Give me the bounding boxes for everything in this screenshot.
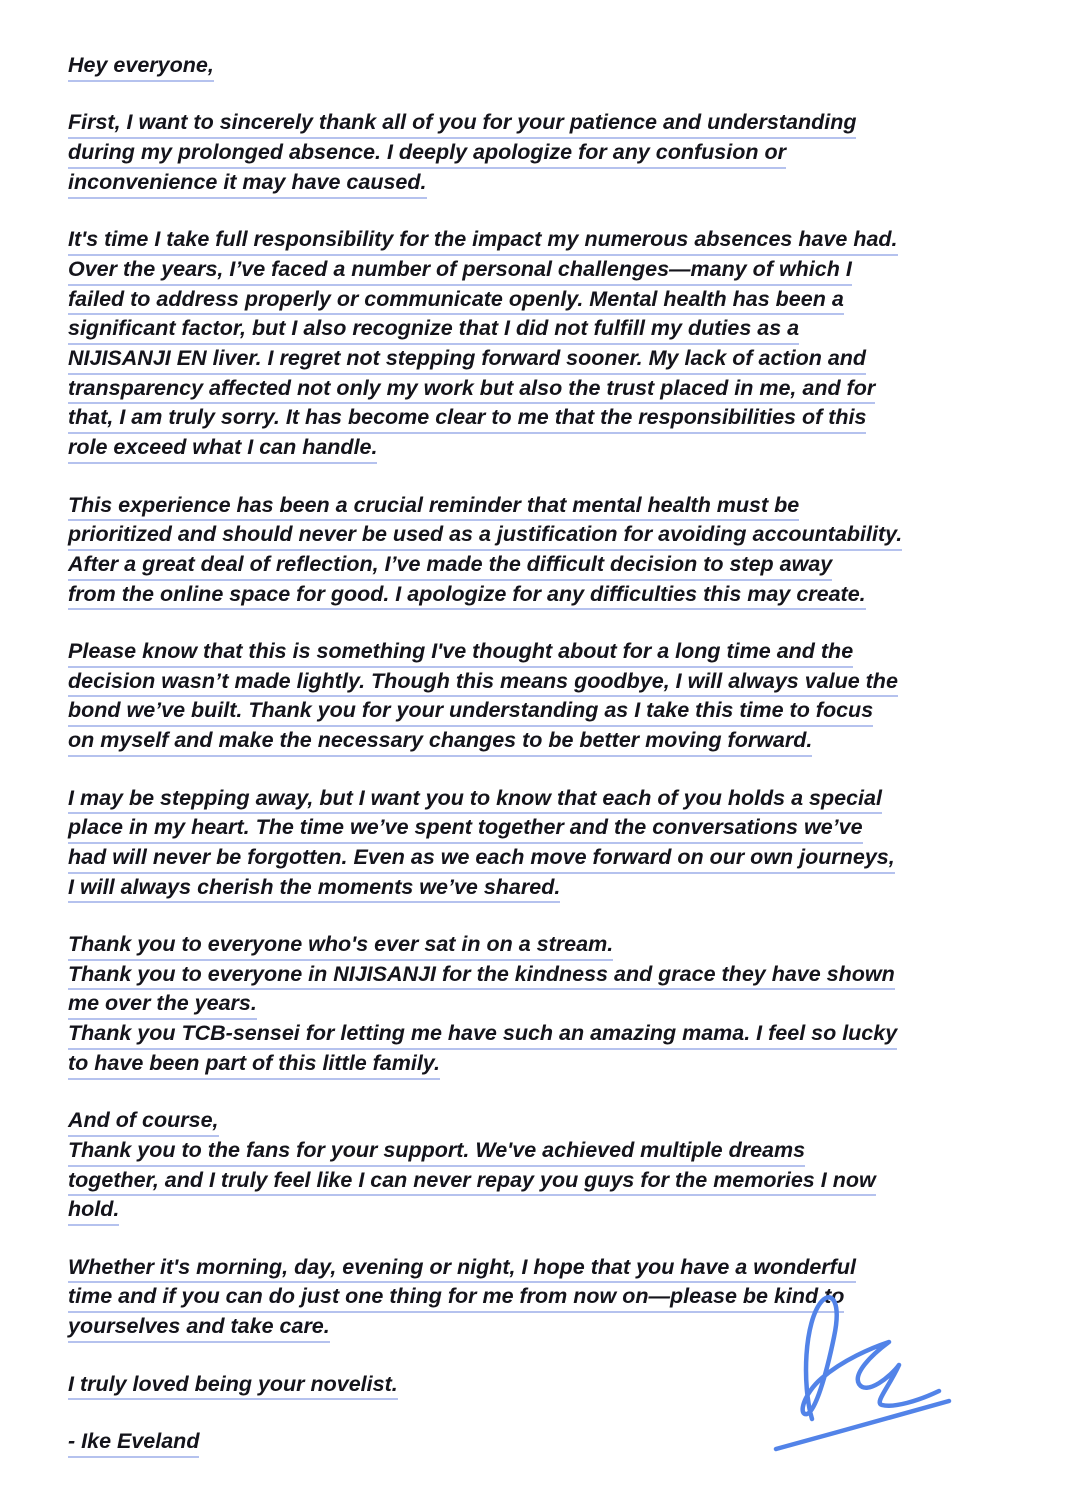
letter-line-text: And of course, <box>68 1107 219 1137</box>
letter-line-text: I truly loved being your novelist. <box>68 1371 398 1401</box>
paragraph <box>68 1107 1040 1226</box>
letter-line-text: role exceed what I can handle. <box>68 434 377 464</box>
letter-line-text: Thank you TCB-sensei for letting me have such an amazing mama. I feel so lucky <box>68 1020 897 1050</box>
letter-line-text: together, and I truly feel like I can never repay you guys for the memories I now <box>68 1167 876 1197</box>
letter-line <box>68 1107 1040 1137</box>
letter-line <box>68 581 1040 611</box>
letter-line <box>68 990 1040 1020</box>
letter-line <box>68 375 1040 405</box>
letter-line-text: yourselves and take care. <box>68 1313 330 1343</box>
letter-line <box>68 226 1040 256</box>
letter-line-text: NIJISANJI EN liver. I regret not stepping forward sooner. My lack of action and <box>68 345 866 375</box>
letter-line <box>68 139 1040 169</box>
letter-line-text: Over the years, I’ve faced a number of personal challenges—many of which I <box>68 256 852 286</box>
letter-line <box>68 844 1040 874</box>
letter-line <box>68 814 1040 844</box>
letter-line-text: from the online space for good. I apologize for any difficulties this may create. <box>68 581 866 611</box>
letter-line <box>68 874 1040 904</box>
letter-line <box>68 52 1040 82</box>
letter-line <box>68 668 1040 698</box>
letter-line-text: place in my heart. The time we’ve spent together and the conversations we’ve <box>68 814 863 844</box>
letter-line <box>68 638 1040 668</box>
letter-line-text: Thank you to everyone who's ever sat in on a stream. <box>68 931 613 961</box>
letter-body <box>68 52 1040 1458</box>
letter-line-text: First, I want to sincerely thank all of you for your patience and understanding <box>68 109 856 139</box>
letter-line <box>68 109 1040 139</box>
letter-line-text: I may be stepping away, but I want you to know that each of you holds a special <box>68 785 882 815</box>
letter-line <box>68 1137 1040 1167</box>
letter-line-text: hold. <box>68 1196 119 1226</box>
letter-line-text: during my prolonged absence. I deeply apologize for any confusion or <box>68 139 786 169</box>
letter-line <box>68 492 1040 522</box>
letter-line-text: to have been part of this little family. <box>68 1050 440 1080</box>
letter-line <box>68 434 1040 464</box>
letter-line <box>68 961 1040 991</box>
letter-line <box>68 345 1040 375</box>
letter-line <box>68 697 1040 727</box>
letter-line <box>68 1050 1040 1080</box>
letter-line <box>68 785 1040 815</box>
letter-line-text: had will never be forgotten. Even as we each move forward on our own journeys, <box>68 844 895 874</box>
letter-line-text: Whether it's morning, day, evening or night, I hope that you have a wonderful <box>68 1254 856 1284</box>
letter-line <box>68 1196 1040 1226</box>
letter-line-text: - Ike Eveland <box>68 1428 199 1458</box>
letter-line <box>68 169 1040 199</box>
paragraph <box>68 52 1040 82</box>
letter-line-text: decision wasn’t made lightly. Though this means goodbye, I will always value the <box>68 668 898 698</box>
letter-line <box>68 404 1040 434</box>
paragraph <box>68 226 1040 464</box>
letter-line-text: inconvenience it may have caused. <box>68 169 427 199</box>
letter-line <box>68 256 1040 286</box>
letter-line-text: Please know that this is something I've thought about for a long time and the <box>68 638 853 668</box>
signature-main-stroke <box>803 1297 939 1419</box>
letter-line-text: failed to address properly or communicate openly. Mental health has been a <box>68 286 844 316</box>
letter-line-text: Thank you to everyone in NIJISANJI for the kindness and grace they have shown <box>68 961 895 991</box>
letter-line-text: Hey everyone, <box>68 52 214 82</box>
letter-line-text: bond we’ve built. Thank you for your understanding as I take this time to focus <box>68 697 873 727</box>
paragraph <box>68 492 1040 611</box>
paragraph <box>68 638 1040 757</box>
signature-drawing <box>742 1268 992 1468</box>
letter-line <box>68 1167 1040 1197</box>
letter-line-text: After a great deal of reflection, I’ve made the difficult decision to step away <box>68 551 832 581</box>
letter-line-text: transparency affected not only my work but also the trust placed in me, and for <box>68 375 875 405</box>
letter-line <box>68 315 1040 345</box>
letter-line-text: that, I am truly sorry. It has become clear to me that the responsibilities of this <box>68 404 866 434</box>
paragraph <box>68 109 1040 198</box>
letter-line-text: me over the years. <box>68 990 257 1020</box>
paragraph <box>68 931 1040 1080</box>
letter-line <box>68 931 1040 961</box>
letter-line-text: prioritized and should never be used as a justification for avoiding accountability. <box>68 521 902 551</box>
letter-line-text: This experience has been a crucial reminder that mental health must be <box>68 492 799 522</box>
letter-line-text: time and if you can do just one thing for me from now on—please be kind to <box>68 1283 844 1313</box>
paragraph <box>68 785 1040 904</box>
letter-line-text: Thank you to the fans for your support. We've achieved multiple dreams <box>68 1137 805 1167</box>
letter-line-text: I will always cherish the moments we’ve shared. <box>68 874 560 904</box>
letter-line <box>68 551 1040 581</box>
letter-line <box>68 286 1040 316</box>
letter-line-text: on myself and make the necessary changes to be better moving forward. <box>68 727 812 757</box>
letter-line-text: It's time I take full responsibility for the impact my numerous absences have had. <box>68 226 898 256</box>
letter-line <box>68 1020 1040 1050</box>
signature-strokes <box>776 1297 949 1449</box>
ike-signature <box>742 1268 992 1468</box>
letter-line <box>68 521 1040 551</box>
letter-line-text: significant factor, but I also recognize that I did not fulfill my duties as a <box>68 315 799 345</box>
letter-line <box>68 727 1040 757</box>
